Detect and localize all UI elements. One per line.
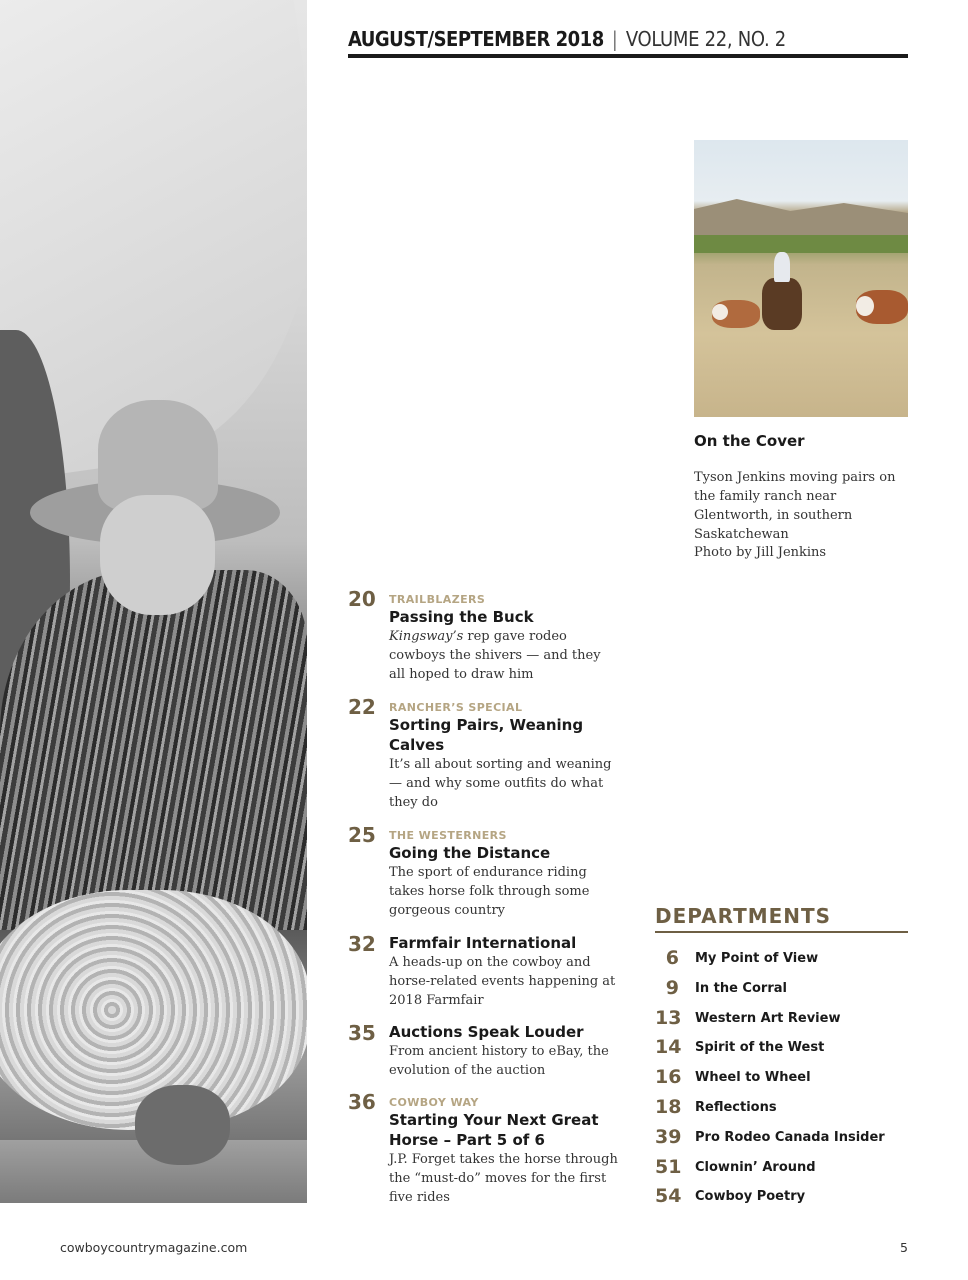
department-page-number: 9 (665, 976, 679, 999)
feature-description: A heads-up on the cowboy and horse-related events happening at 2018 Farmfair (389, 955, 616, 1008)
cover-caption: Tyson Jenkins moving pairs on the family ranch near Glentworth, in southern Saskatchewan (694, 470, 896, 542)
issue-header (348, 26, 908, 58)
footer-website-link[interactable]: cowboycountrymagazine.com (60, 1240, 248, 1255)
feature-category: COWBOY WAY (389, 1096, 479, 1109)
feature-item[interactable] (348, 933, 618, 1010)
footer-page-number: 5 (900, 1240, 908, 1255)
department-page-number: 13 (655, 1006, 682, 1029)
department-item[interactable] (655, 944, 908, 974)
departments-list (655, 944, 908, 1212)
department-item[interactable] (655, 1093, 908, 1123)
cover-credit: Photo by Jill Jenkins (694, 545, 827, 560)
feature-item[interactable] (348, 824, 618, 920)
department-item[interactable] (655, 1033, 908, 1063)
feature-page-number: 20 (348, 587, 376, 611)
feature-item[interactable] (348, 696, 618, 812)
department-item[interactable] (655, 1153, 908, 1183)
cow (712, 300, 760, 328)
department-item[interactable] (655, 1004, 908, 1034)
department-label: In the Corral (695, 980, 787, 996)
department-page-number: 18 (655, 1095, 682, 1118)
cow (856, 290, 908, 324)
department-page-number: 6 (665, 947, 679, 969)
feature-description: It’s all about sorting and weaning — and why some outfits do what they do (389, 757, 612, 810)
rider (774, 252, 790, 282)
magazine-name: Kingsway’s (389, 629, 464, 644)
department-page-number: 54 (655, 1185, 682, 1208)
feature-description: J.P. Forget takes the horse through the “must-do” moves for the first five rides (389, 1152, 618, 1205)
department-page-number: 16 (655, 1066, 682, 1089)
department-item[interactable] (655, 974, 908, 1004)
feature-page-number: 25 (348, 823, 376, 847)
departments-heading: DEPARTMENTS (655, 903, 908, 933)
feature-category: RANCHER’S SPECIAL (389, 701, 523, 714)
feature-description: The sport of endurance riding takes horse folk through some gorgeous country (389, 865, 590, 918)
feature-title: Going the Distance (389, 844, 551, 862)
feature-title: Starting Your Next Great Horse – Part 5 of 6 (389, 1111, 599, 1149)
feature-title: Passing the Buck (389, 608, 534, 626)
feature-title: Farmfair International (389, 934, 577, 952)
department-page-number: 14 (655, 1036, 682, 1059)
horse (762, 278, 802, 330)
department-item[interactable] (655, 1063, 908, 1093)
department-label: Wheel to Wheel (695, 1070, 811, 1086)
feature-title: Sorting Pairs, Weaning Calves (389, 716, 584, 754)
department-label: My Point of View (695, 951, 819, 966)
feature-description: Kingsway’s rep gave rodeo cowboys the shivers — and they all hoped to draw him (389, 629, 601, 682)
department-page-number: 39 (655, 1125, 682, 1148)
department-item[interactable] (655, 1182, 908, 1212)
header-separator: | (611, 27, 618, 51)
feature-page-number: 32 (348, 932, 376, 956)
feature-category: THE WESTERNERS (389, 829, 507, 842)
feature-item[interactable] (348, 1022, 618, 1080)
cover-heading: On the Cover (694, 432, 805, 450)
department-label: Pro Rodeo Canada Insider (695, 1129, 885, 1145)
feature-page-number: 35 (348, 1021, 376, 1045)
cover-photo (694, 140, 908, 417)
department-label: Cowboy Poetry (695, 1189, 806, 1205)
department-label: Western Art Review (695, 1010, 841, 1026)
issue-date: AUGUST/SEPTEMBER 2018 (348, 27, 604, 51)
boot (135, 1085, 230, 1165)
feature-title: Auctions Speak Louder (389, 1023, 584, 1041)
department-item[interactable] (655, 1123, 908, 1153)
vintage-cowboy-photo (0, 0, 307, 1203)
cowboy-face (100, 495, 215, 615)
department-page-number: 51 (655, 1155, 682, 1178)
feature-page-number: 36 (348, 1090, 376, 1114)
issue-volume: VOLUME 22, NO. 2 (625, 27, 786, 51)
striped-shirt (0, 570, 307, 930)
feature-item[interactable] (348, 588, 618, 684)
department-label: Clownin’ Around (695, 1159, 816, 1175)
feature-item[interactable] (348, 1091, 618, 1207)
feature-page-number: 22 (348, 695, 376, 719)
feature-description: From ancient history to eBay, the evolution of the auction (389, 1044, 609, 1078)
department-label: Spirit of the West (695, 1040, 825, 1056)
feature-category: TRAILBLAZERS (389, 593, 486, 606)
department-label: Reflections (695, 1099, 777, 1115)
